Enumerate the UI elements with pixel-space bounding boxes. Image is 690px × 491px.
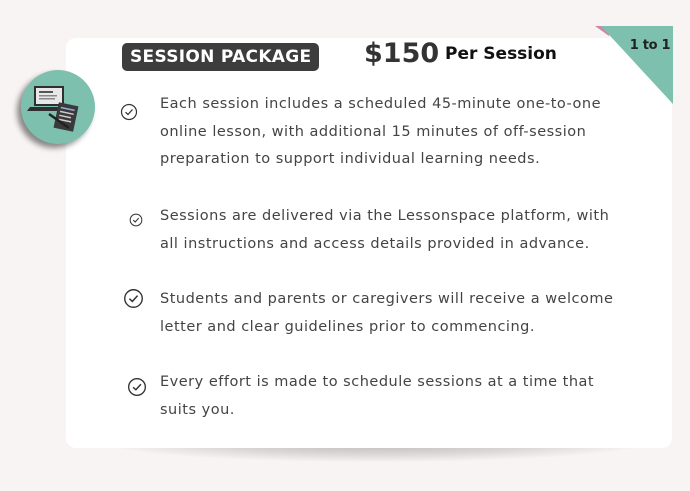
online-lesson-laptop-icon [21,70,95,144]
price-unit: Per Session [445,44,557,64]
feature-item-platform: Sessions are delivered via the Lessonspace platform, with all instructions and access details provided in advance. [160,208,610,252]
avatar [21,70,95,144]
feature-item-scheduling: Every effort is made to schedule sessions at a time that suits you. [160,374,595,418]
corner-label: 1 to 1 [629,38,671,53]
check-circle-icon [123,288,144,309]
package-title-badge: SESSION PACKAGE [122,43,319,71]
price-amount: $150 [364,38,440,69]
feature-item-session-length: Each session includes a scheduled 45-minute one-to-one online lesson, with additional 15 minutes of off-session preparation to support individual learning needs. [160,96,602,167]
feature-item-welcome-letter: Students and parents or caregivers will receive a welcome letter and clear guidelines prior to commencing. [160,291,614,335]
check-circle-icon [120,103,138,121]
check-circle-icon [127,377,147,397]
check-circle-icon [129,213,143,227]
